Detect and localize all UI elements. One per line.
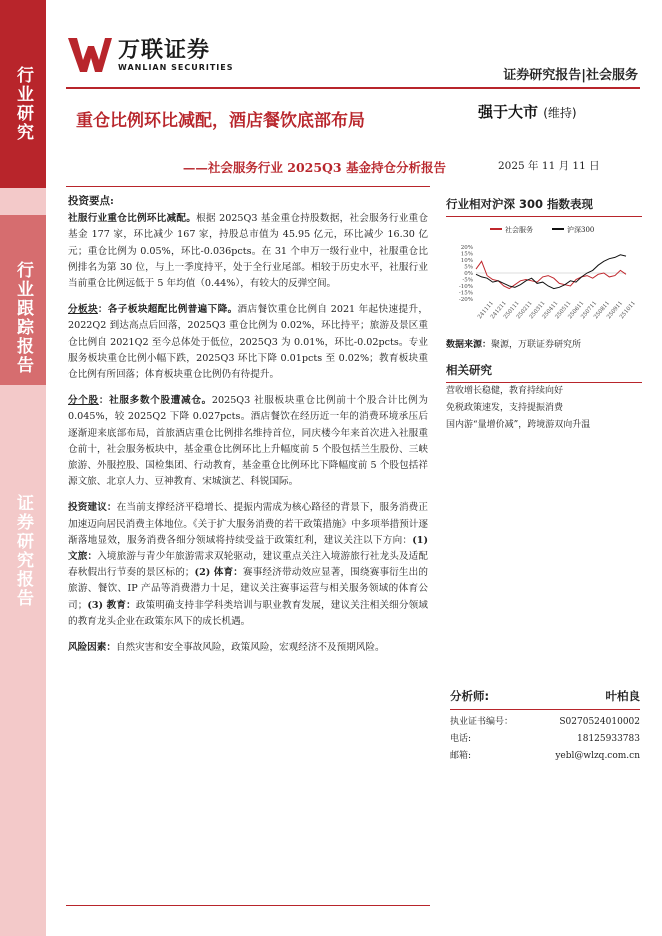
main-content [66,186,430,906]
key-points-heading: 投资要点: [68,195,114,207]
paragraph-risks: 风险因素：自然灾害和安全事故风险，政策风险，宏观经济不及预期风险。 [68,642,385,654]
x-tick-label: 251011 [618,300,638,321]
y-tick-label: 20% [460,245,473,251]
sidebar-block-industry-research: 行业研究 [0,0,46,188]
related-item[interactable]: 免税政策速发，支持提振消费 [446,403,564,413]
paragraph-stocks: 分个股：社服多数个股遭减仓。2025Q3 社服板块重仓比例前十个股合计比例为 0.045%，较 2025Q2 下降 0.027pcts。酒店餐饮在经历近一年的消费环境承压后逐渐迎来底部布局，首旅酒店重仓比例排名维持首位，同庆楼今年来首次进入社服重仓前十，社会服务板块中，基金重仓比例环比上升幅度前 5 个股包括兰生股份、三峡旅游、外服控股、国检集团、行动教育，基金重仓比例环比下降幅度前 5 个股包括祥源文旅、北京人力、豆神教育、宋城演艺、科锐国际。 [68,395,429,488]
phone-number: 18125933783 [577,734,640,744]
related-research-title: 相关研究 [446,363,492,377]
logo-name-en: WANLIAN SECURITIES [118,62,234,72]
related-item[interactable]: 国内游“量增价减”，跨境游双向升温 [446,420,591,430]
logo-name-cn: 万联证券 [118,37,211,63]
chart-title: 行业相对沪深 300 指数表现 [446,197,594,211]
cert-label: 执业证书编号： [450,717,514,727]
sidebar-block-securities-report: 证券研究报告 [0,470,46,620]
x-tick-label: 250911 [606,300,625,321]
report-date: 2025 年 11 月 11 日 [498,160,600,172]
legend-label: 社会服务 [505,226,533,234]
rating-value: 强于大市 [478,103,539,121]
x-tick-label: 250411 [541,300,560,321]
phone-label: 电话: [450,734,472,744]
analyst-info [450,688,640,765]
series-line [476,255,626,289]
legend-label: 沪深300 [567,226,595,234]
y-tick-label: -5% [462,277,473,284]
analyst-label: 分析师: [450,689,490,703]
relative-performance-chart [446,217,642,329]
paragraph-investment: 投资建议：在当前支撑经济平稳增长、提振内需成为核心路径的背景下，服务消费正加速迈向居民消费主体地位。《关于扩大服务消费的若干政策措施》中多项举措预计逐渐落地显效，服务消费各细分领域将持续受益于政策红利，建议关注以下方向：(1) 文旅：入境旅游与青少年旅游需求双轮驱动，建议重点关注入境游旅行社龙头及适配春秋假出行节奏的景区标的；(2) 体育：赛事经济带动效应显著，围绕赛事衍生出的旅游、餐饮、IP 产品等消费潜力十足，建议关注赛事运营与相关服务领域的体育公司；(3) 教育：政策明确支持非学科类培训与职业教育发展，建议关注相关细分领域的教育龙头企业在政策东风下的成长机遇。 [68,502,429,627]
related-item[interactable]: 营收增长稳健，教育持续向好 [446,386,564,396]
x-tick-label: 250111 [502,300,521,321]
report-subtitle: ——社会服务行业 2025Q3 基金持仓分析报告 [182,160,446,175]
rating-status: (维持) [543,106,577,120]
cert-number: S0270524010002 [559,717,640,727]
x-tick-label: 250511 [554,300,573,321]
paragraph-sector: 分板块：各子板块超配比例普遍下降。酒店餐饮重仓比例自 2021 年起快速提升，2022Q2 到达高点后回落，2025Q3 重仓比例为 0.02%，环比持平；旅游及景区重仓比例自 2021Q2 至今总体处于低位，2025Q3 为 0.01%，环比-0.02pcts。专业服务板块重仓比例小幅下跌，2025Q3 环比下降 0.01pcts 至 0.02%；教育板块重仓比例有所回落；体育板块重仓比例仍有待提升。 [68,304,429,381]
rating [478,101,577,122]
series-line [476,261,626,288]
header-divider [66,87,640,89]
paragraph-industry: 社服行业重仓比例环比减配。根据 2025Q3 基金重仓持股数据，社会服务行业重仓基金 177 家，环比减少 167 家，持股总市值为 45.95 亿元，环比减少 16.30 亿元；重仓比例为 0.05%，环比-0.036pcts。在 31 个申万一级行业中，社服重仓比例排名为第 30 位，与上一季度持平，处于全行业尾部。相较于历史水平，社服行业当前重仓比例远低于 5 年均值（0.44%），有较大的反弹空间。 [68,213,429,290]
x-tick-label: 241211 [489,300,508,321]
x-tick-label: 250611 [567,300,586,321]
y-tick-label: 0% [464,271,473,277]
x-tick-label: 250211 [515,300,534,321]
y-tick-label: 15% [460,251,473,258]
wanlian-logo-icon [68,38,112,72]
x-tick-label: 250811 [593,300,612,321]
report-title: 重仓比例环比减配，酒店餐饮底部布局 [76,111,365,131]
email-address[interactable]: yebl@wlzq.com.cn [555,751,640,761]
y-tick-label: 10% [460,258,473,264]
email-label: 邮箱: [450,751,472,761]
sidebar [0,0,46,936]
sidebar-block-tracking-report: 行业跟踪报告 [0,215,46,385]
y-tick-label: -15% [458,290,473,297]
analyst-name: 叶柏良 [605,689,640,703]
chart-source: 数据来源：聚源，万联证券研究所 [446,340,582,350]
y-tick-label: -10% [458,284,473,290]
right-column [446,186,642,434]
doc-type: 证券研究报告|社会服务 [503,68,638,83]
x-tick-label: 250311 [528,300,547,321]
x-tick-label: 250711 [580,300,599,321]
company-logo [68,38,234,72]
y-tick-label: -20% [458,297,473,303]
x-tick-label: 241111 [476,300,496,321]
y-tick-label: 5% [464,264,473,271]
